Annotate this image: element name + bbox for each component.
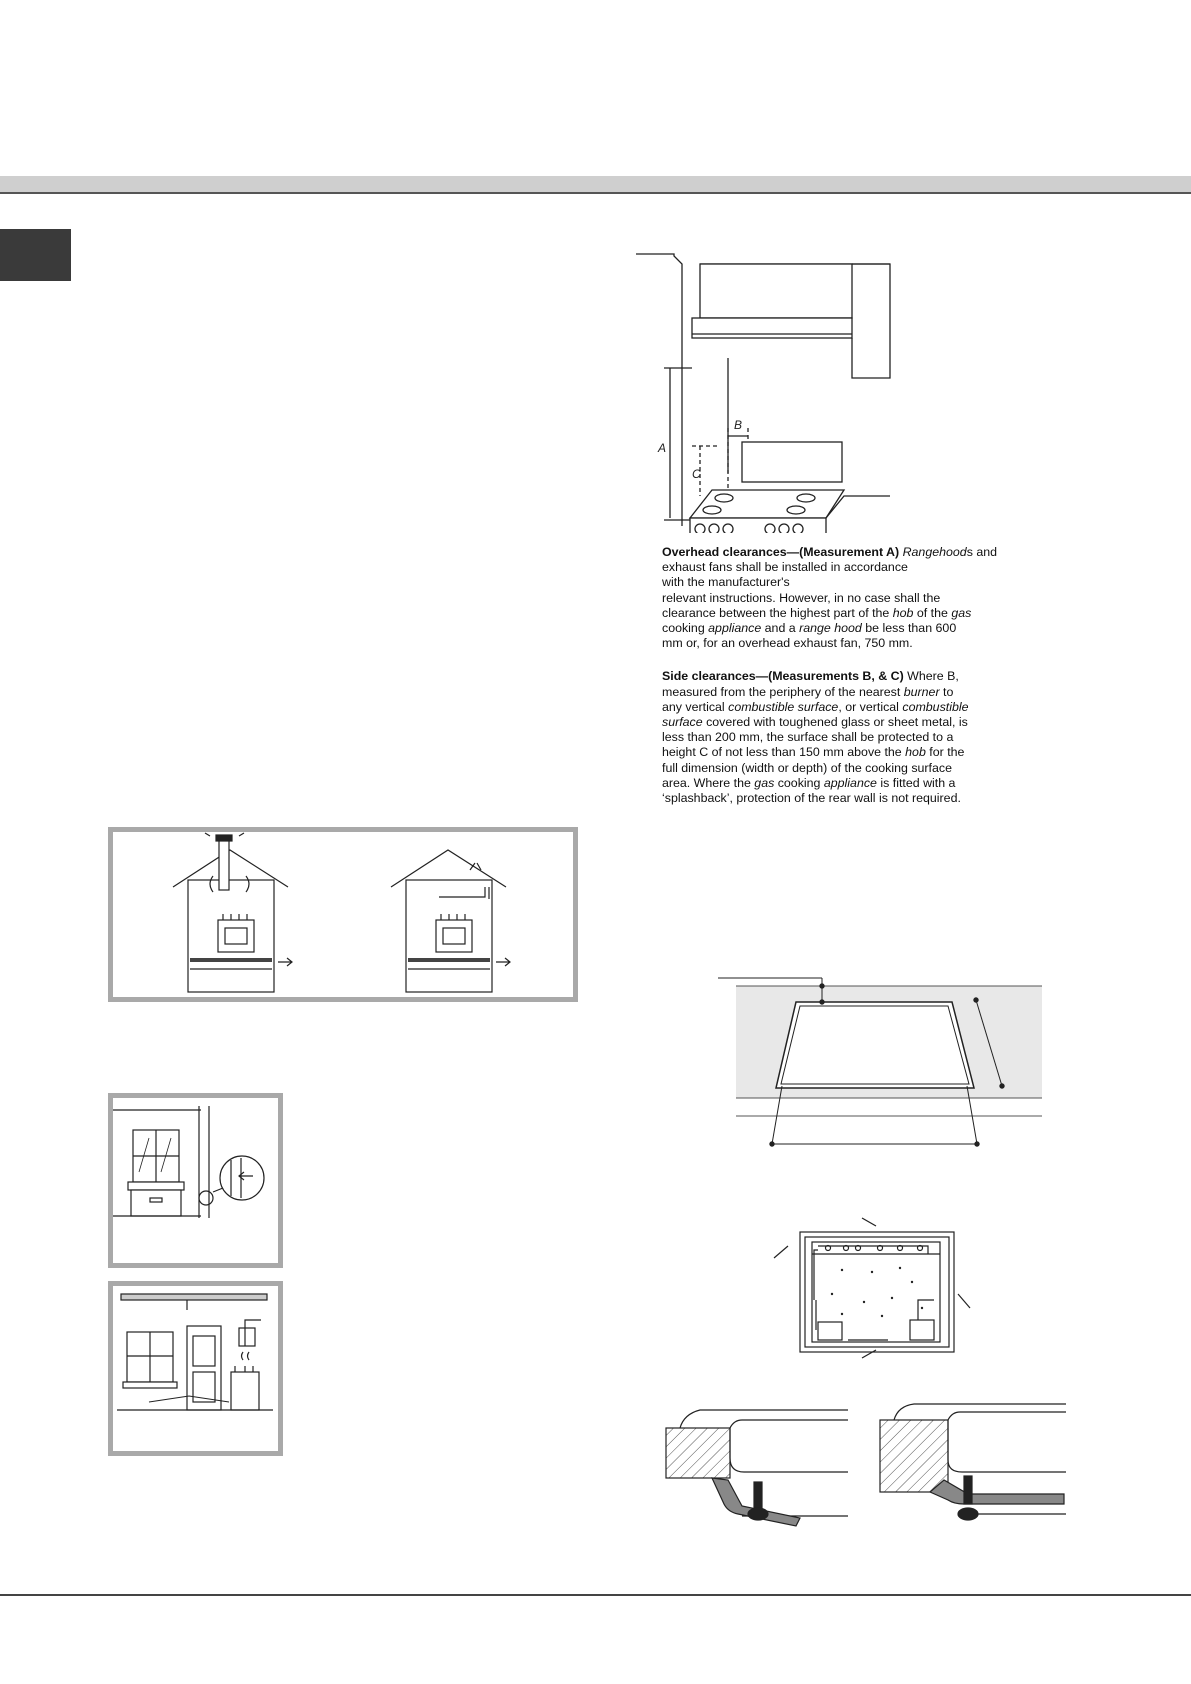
side-clearance-paragraph: [662, 669, 1002, 806]
italic-term: hob: [905, 745, 926, 760]
text-run: full dimension (width or depth) of the cooking surface: [662, 760, 952, 775]
clearance-diagram: [630, 248, 900, 533]
text-run: cooking: [662, 621, 709, 636]
italic-term: hob: [892, 605, 914, 620]
italic-term: appliance: [708, 621, 762, 636]
text-run: Where B,: [907, 669, 959, 684]
italic-term: gas: [754, 775, 775, 790]
countertop-cutout-diagram: [712, 968, 1042, 1148]
text-run: be less than 600: [861, 621, 957, 636]
text-run: relevant instructions. However, in no case shall the: [662, 590, 941, 605]
text-run: , or vertical: [838, 699, 903, 714]
text-run: measured from the periphery of the nearest: [662, 684, 904, 699]
text-run: to: [939, 684, 954, 699]
text-run: mm or, for an overhead exhaust fan, 750 mm.: [662, 636, 913, 651]
italic-term: hood: [939, 545, 967, 559]
italic-term: Range: [902, 545, 940, 559]
text-run: ‘splashback’, protection of the rear wall is not required.: [662, 791, 961, 806]
label-c: C: [692, 467, 701, 481]
overhead-clearance-body: [662, 545, 997, 650]
text-run: with the manufacturer's: [662, 575, 790, 590]
overhead-clearance-paragraph: [662, 545, 1002, 651]
italic-term: gas: [951, 605, 972, 620]
text-run: s and exhaust fans shall be installed in accordance: [662, 545, 997, 575]
mounting-bracket-diagram-right: [872, 1402, 1072, 1532]
text-run: area. Where the: [662, 775, 755, 790]
italic-term: combustible: [902, 699, 969, 714]
label-a: A: [658, 441, 667, 455]
exhaust-figure: [108, 1281, 283, 1456]
mounting-bracket-diagram-left: [654, 1402, 854, 1532]
italic-term: range hood: [799, 621, 862, 636]
text-run: any vertical: [662, 699, 729, 714]
text-run: and a: [761, 621, 800, 636]
text-run: for the: [925, 745, 965, 760]
text-run: is fitted with a: [876, 775, 956, 790]
italic-term: burner: [903, 684, 940, 699]
text-run: less than 200 mm, the surface shall be protected to a: [662, 730, 954, 745]
text-run: of the: [913, 605, 952, 620]
text-run: clearance between the highest part of the: [662, 605, 893, 620]
overhead-clearance-heading: Overhead clearances—(Measurement A): [662, 545, 900, 559]
header-band: [0, 176, 1191, 194]
text-run: height C of not less than 150 mm above the: [662, 745, 906, 760]
italic-term: appliance: [823, 775, 877, 790]
ventilation-figure: [108, 827, 578, 1002]
exhaust-illustration: [113, 1286, 278, 1451]
side-clearance-heading: Side clearances—(Measurements B, & C): [662, 669, 904, 684]
italic-term: combustible surface: [728, 699, 839, 714]
text-run: cooking: [774, 775, 824, 790]
clearance-text: [662, 545, 1002, 824]
side-clearance-body: [662, 669, 969, 805]
language-tab-marker: [0, 229, 71, 281]
text-run: covered with toughened glass or sheet metal, is: [702, 715, 968, 730]
label-b: B: [734, 418, 743, 432]
hob-underside-diagram: [772, 1210, 972, 1360]
ventilation-houses-illustration: [113, 832, 573, 997]
footer-rule: [0, 1594, 1191, 1596]
italic-term: surface: [662, 715, 703, 730]
air-vent-figure: [108, 1093, 283, 1268]
air-vent-illustration: [113, 1098, 278, 1263]
